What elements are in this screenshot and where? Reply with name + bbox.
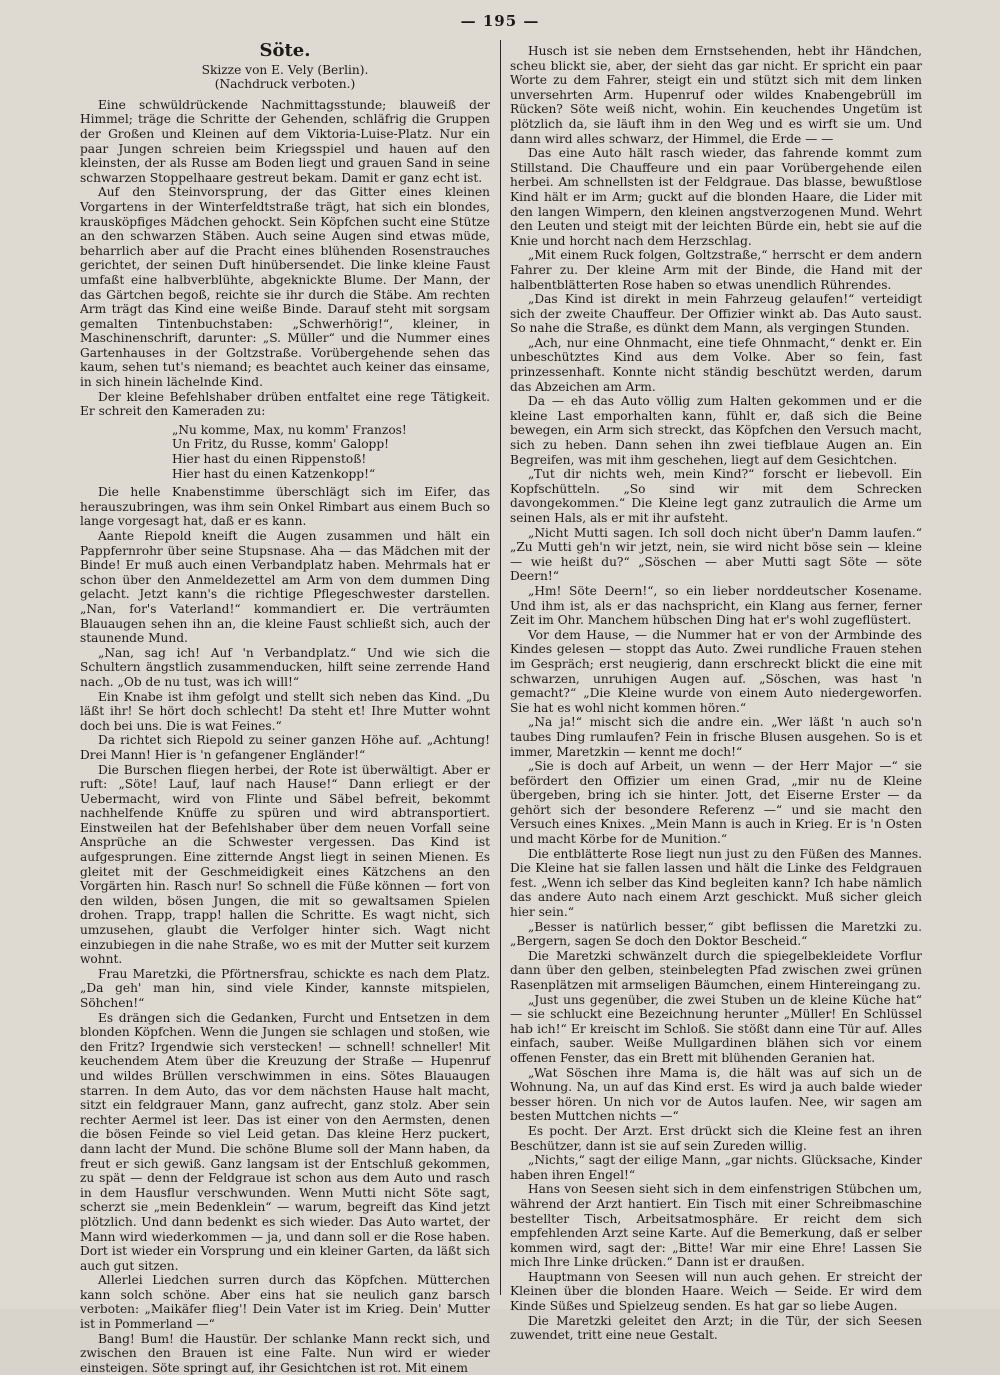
paragraph: Eine schwüldrückende Nachmittagsstunde; blauweiß der Himmel; träge die Schritte der Gehenden, schläfrig die Gruppen der Großen und Kleinen auf dem Viktoria-Luise-Platz. Nur ein paar Jungen schreien beim Kriegsspiel und hauen auf den kleinsten, der als Russe am Boden liegt und grauen Sand in seine schwarzen Stoppelhaare gestreut bekam. Damit er ganz echt ist. <box>80 97 490 185</box>
paragraph: Aante Riepold kneift die Augen zusammen und hält ein Pappfernrohr über seine Stupsnase. Aha — das Mädchen mit der Binde! Er muß auch einen Verbandplatz haben. Mehrmals hat er schon über den Anmeldezettel am Arm von dem dummen Ding gelacht. Jetzt kann's die richtige Pflegeschwester darstellen. „Nan, for's Vaterland!“ kommandiert er. Die verträumten Blauaugen sehen ihn an, die kleine Faust schließt sich, auch der staunende Mund. <box>80 529 490 646</box>
paragraph: Auf den Steinvorsprung, der das Gitter eines kleinen Vorgartens in der Winterfeldtstraße trägt, hat sich ein blondes, krausköpfiges Mädchen gehockt. Sein Köpfchen sucht eine Stütze an den schwarzen Stäben. Auch seine Augen sind etwas müde, beharrlich aber auf die Pracht eines blühenden Rosenstrauches gerichtet, der seinen Duft hinübersendet. Die linke kleine Faust umfaßt eine halbverblühte, abgeknickte Blume. Der Mann, der das Gärtchen begoß, reichte sie ihr durch die Stäbe. Am rechten Arm trägt das Kind eine weiße Binde. Darauf steht mit sorgsam gemalten Tintenbuchstaben: „Schwerhörig!“, kleiner, in Maschinenschrift, darunter: „S. Müller“ und die Nummer eines Gartenhauses in der Goltzstraße. Vorübergehende sehen das kaum, sehen tut's niemand; es beachtet auch keiner das einsame, in sich hinein lächelnde Kind. <box>80 185 490 390</box>
verse-line: Un Fritz, du Russe, komm' Galopp! <box>172 437 390 452</box>
paragraph: Das eine Auto hält rasch wieder, das fahrende kommt zum Stillstand. Die Chauffeure und ein paar Vorübergehende eilen herbei. Am schnellsten ist der Feldgraue. Das blasse, bewußtlose Kind hält er im Arm; guckt auf die blonden Haare, die Lider mit den langen Wimpern, den kleinen angstverzogenen Mund. Wehrt den Leuten und steigt mit der leichten Bürde ein, hebt sie auf die Knie und horcht nach dem Herzschlag. <box>510 146 922 248</box>
left-paragraphs-b <box>80 485 490 1375</box>
left-paragraphs-a <box>80 98 490 419</box>
left-column <box>80 40 490 1375</box>
paragraph: Die Maretzki schwänzelt durch die spiegelbekleidete Vorflur dann über den gelben, steinbelegten Pfad zwischen zwei grünen Rasenplätzen mit armseligen Bäumchen, einem Hintereingang zu. <box>510 948 922 992</box>
paragraph: Ein Knabe ist ihm gefolgt und stellt sich neben das Kind. „Du läßt ihr! Se hört doch schlecht! Da steht et! Ihre Mutter wohnt doch bei uns. Die is wat Feines.“ <box>80 689 490 733</box>
paragraph: „Besser is natürlich besser,“ gibt beflissen die Maretzki zu. „Bergern, sagen Se doch den Doktor Bescheid.“ <box>510 919 922 949</box>
paragraph: „Nichts,“ sagt der eilige Mann, „gar nichts. Glücksache, Kinder haben ihren Engel!“ <box>510 1153 922 1182</box>
paragraph: Es pocht. Der Arzt. Erst drückt sich die Kleine fest an ihren Beschützer, dann ist sie auf sein Zureden willig. <box>510 1123 922 1153</box>
paragraph: „Das Kind ist direkt in mein Fahrzeug gelaufen!“ verteidigt sich der zweite Chauffeur. Der Offizier winkt ab. Das Auto saust. So nahe die Straße, es dünkt dem Mann, als vergingen Stunden. <box>510 292 922 336</box>
paragraph: „Wat Söschen ihre Mama is, die hält was auf sich un de Wohnung. Na, un auf das Kind erst. Es wird ja auch balde wieder besser hören. Un nich vor de Autos laufen. Nee, wir sagen am besten Muttchen nichts —“ <box>510 1065 922 1124</box>
right-column <box>510 44 922 1343</box>
paragraph: Allerlei Liedchen surren durch das Köpfchen. Mütterchen kann solch schöne. Aber eins hat sie neulich ganz barsch verboten: „Maikäfer flieg'! Dein Vater ist im Krieg. Dein' Mutter ist in Pommerland —“ <box>80 1273 490 1332</box>
article-note: (Nachdruck verboten.) <box>214 77 356 92</box>
verse-line: Hier hast du einen Rippenstoß! <box>172 452 367 467</box>
paragraph: Hauptmann von Seesen will nun auch gehen. Er streicht der Kleinen über die blonden Haare. Weich — Seide. Er wird dem Kinde Süßes und Spielzeug senden. Es hat gar so liebe Augen. <box>510 1269 922 1314</box>
right-paragraphs <box>510 44 922 1343</box>
paragraph: „Na ja!“ mischt sich die andre ein. „Wer läßt 'n auch so'n taubes Ding rumlaufen? Fein in frische Blusen ausgehen. So is et immer, Maretzkin — kennt me doch!“ <box>510 715 922 759</box>
paragraph: Frau Maretzki, die Pförtnersfrau, schickte es nach dem Platz. „Da geh' man hin, sind viele Kinder, kannste mitspielen, Söhchen!“ <box>80 966 490 1010</box>
verse-line: „Nu komme, Max, nu komm' Franzos! <box>172 422 407 437</box>
paragraph: Da richtet sich Riepold zu seiner ganzen Höhe auf. „Achtung! Drei Mann! Hier is 'n gefangener Engländer!“ <box>80 733 490 762</box>
article-title: Söte. <box>259 40 311 61</box>
paragraph: Hans von Seesen sieht sich in dem einfenstrigen Stübchen um, während der Arzt hantiert. Ein Tisch mit einer Schreibmaschine bestellter Tisch, Arbeitsatmosphäre. Er reicht dem sich empfehlenden Arzt seine Karte. Auf die Bemerkung, daß er selber kommen wird, sagt der: „Bitte! War mir eine Ehre! Lassen Sie mich Ihre Linke drücken.“ Dann ist er draußen. <box>510 1182 922 1270</box>
paragraph: „Nicht Mutti sagen. Ich soll doch nicht über'n Damm laufen.“ „Zu Mutti geh'n wir jetzt, nein, sie wird nicht böse sein — kleine — wie heißt du?“ „Söschen — aber Mutti sagt Söte — söte Deern!“ <box>510 525 922 584</box>
page-number: — 195 — <box>460 12 540 30</box>
paragraph: Husch ist sie neben dem Ernstsehenden, hebt ihr Händchen, scheu blickt sie, aber, der sieht das gar nicht. Er spricht ein paar Worte zu dem Fahrer, steigt ein und stützt sich mit dem linken unversehrten Arm. Hupenruf oder wildes Knabengebrüll im Rücken? Söte weiß nicht, wohin. Ein keuchendes Ungetüm ist plötzlich da, sie läuft ihm in den Weg und es wirft sie um. Und dann wird alles schwarz, der Himmel, die Erde — — <box>510 44 922 146</box>
paragraph: „Sie is doch auf Arbeit, un wenn — der Herr Major —“ sie befördert den Offizier um einen Grad, „mir nu de Kleine übergeben, bring ich sie hinter. Jott, det Eiserne Erster — da gehört sich der besondere Referenz —“ und sie macht den Versuch eines Knixes. „Mein Mann is auch in Krieg. Er is 'n Osten und macht Körbe for de Munition.“ <box>510 759 922 847</box>
paragraph: „Just uns gegenüber, die zwei Stuben un de kleine Küche hat“ — sie schluckt eine Bezeichnung herunter „Müller! En Schlüssel hab ich!“ Er kreischt im Schloß. Sie stößt dann eine Tür auf. Alles einfach, sauber. Weiße Mullgardinen blähen sich vor einem offenen Fenster, das ein Brett mit blühenden Geranien hat. <box>510 992 922 1065</box>
paragraph: Da — eh das Auto völlig zum Halten gekommen und er die kleine Last emporhalten kann, fühlt er, daß sich die Beine bewegen, ein Arm sich streckt, das Köpfchen den Versuch macht, sich zu heben. Dann sehen ihn zwei tiefblaue Augen an. Ein Begreifen, was mit ihm geschehen, liegt auf dem Gesichtchen. <box>510 394 922 467</box>
paragraph: „Mit einem Ruck folgen, Goltzstraße,“ herrscht er dem andern Fahrer zu. Der kleine Arm mit der Binde, die Hand mit der halbentblätterten Rose haben so etwas unendlich Rührendes. <box>510 248 922 292</box>
paragraph: „Hm! Söte Deern!“, so ein lieber norddeutscher Kosename. Und ihm ist, als er das nachspricht, ein Klang aus ferner, ferner Zeit im Ohr. Manchem hübschen Ding hat er's wohl zugeflüstert. <box>510 583 922 628</box>
verse <box>172 423 490 481</box>
article-byline: Skizze von E. Vely (Berlin). <box>201 62 369 77</box>
paragraph: Vor dem Hause, — die Nummer hat er von der Armbinde des Kindes gelesen — stoppt das Auto. Zwei rundliche Frauen stehen im Gespräch; erst neugierig, dann erschreckt blickt die eine mit schwarzen, unruhigen Augen auf. „Söschen, was hast 'n gemacht?“ „Die Kleine wurde von einem Auto niedergeworfen. Sie hat es wohl nicht kommen hören.“ <box>510 627 922 715</box>
paragraph: Die helle Knabenstimme überschlägt sich im Eifer, das herauszubringen, was ihm sein Onkel Rimbart aus einem Buch so lange vorgesagt hat, daß er es kann. <box>80 485 490 529</box>
paragraph: Es drängen sich die Gedanken, Furcht und Entsetzen in dem blonden Köpfchen. Wenn die Jungen sie schlagen und stoßen, wie den Fritz? Irgendwie sich verstecken! — schnell! schneller! Mit keuchendem Atem über die Kreuzung der Straße — Hupenruf und wildes Brüllen verschwimmen in eins. Sötes Blauaugen starren. In dem Auto, das vor dem nächsten Hause halt macht, sitzt ein feldgrauer Mann, ganz aufrecht, ganz stolz. Aber sein rechter Aermel ist leer. Das ist einer von den Aermsten, denen die bösen Feinde so viel Leid getan. Das kleine Herz puckert, dann lacht der Mund. Die schöne Blume soll der Mann haben, da freut er sich gewiß. Ganz langsam ist der Entschluß gekommen, zu spät — denn der Feldgraue ist schon aus dem Auto und rasch in dem Hausflur verschwunden. Wenn Mutti nicht Söte sagt, scherzt sie „mein Bedenklein“ — warum, begreift das Kind jetzt plötzlich. Und dann bedenkt es sich wieder. Das Auto wartet, der Mann wird wiederkommen — ja, und dann soll er die Rose haben. Dort ist wieder ein Vorsprung und ein kleiner Garten, da läßt sich auch gut sitzen. <box>80 1010 490 1273</box>
column-divider <box>500 40 501 1295</box>
verse-line: Hier hast du einen Katzenkopp!“ <box>172 466 376 481</box>
paragraph: Die Maretzki geleitet den Arzt; in die Tür, der sich Seesen zuwendet, tritt eine neue Gestalt. <box>510 1313 922 1343</box>
paragraph: Bang! Bum! die Haustür. Der schlanke Mann reckt sich, und zwischen den Brauen ist eine Falte. Nun wird er wieder einsteigen. Söte springt auf, ihr Gesichtchen ist rot. Mit einem <box>80 1331 490 1375</box>
paragraph: Der kleine Befehlshaber drüben entfaltet eine rege Tätigkeit. Er schreit den Kameraden zu: <box>80 389 490 419</box>
paragraph: Die entblätterte Rose liegt nun just zu den Füßen des Mannes. Die Kleine hat sie fallen lassen und hält die Linke des Feldgrauen fest. „Wenn ich selber das Kind begleiten kann? Ich habe nämlich das andere Auto nach einem Arzt geschickt. Muß sicher gleich hier sein.“ <box>510 846 922 920</box>
paragraph: „Tut dir nichts weh, mein Kind?“ forscht er liebevoll. Ein Kopfschütteln. „So sind wir mit dem Schrecken davongekommen.“ Die Kleine legt ganz zutraulich die Arme um seinen Hals, als er mit ihr aufsteht. <box>510 467 922 525</box>
paragraph: „Nan, sag ich! Auf 'n Verbandplatz.“ Und wie sich die Schultern ängstlich zusammenducken, hilft seine zerrende Hand nach. „Ob de nu tust, was ich will!“ <box>80 645 490 689</box>
paragraph: „Ach, nur eine Ohnmacht, eine tiefe Ohnmacht,“ denkt er. Ein unbeschütztes Kind aus dem Volke. Aber so fein, fast prinzessenhaft. Konnte nicht ständig beschützt werden, darum das Abzeichen am Arm. <box>510 335 922 394</box>
paragraph: Die Burschen fliegen herbei, der Rote ist überwältigt. Aber er ruft: „Söte! Lauf, lauf nach Hause!“ Dann erliegt er der Uebermacht, wird von Flinte und Säbel befreit, bekommt nachhelfende Knüffe zu spüren und wird abtransportiert. Einstweilen hat der Befehlshaber über dem neuen Vorfall seine Ansprüche an die Schwester vergessen. Das Kind ist aufgesprungen. Eine zitternde Angst liegt in seinen Mienen. Es gleitet mit der Geschmeidigkeit eines Kätzchens an den Vorgärten hin. Rasch nur! So schnell die Füße können — fort von den wilden, bösen Jungen, die mit so gewaltsamen Spielen drohen. Trapp, trapp! hallen die Schritte. Es wagt nicht, sich umzusehen, glaubt die Verfolger hinter sich. Wagt nicht einzubiegen in die nahe Straße, wo es mit der Mutter seit kurzem wohnt. <box>80 762 490 967</box>
